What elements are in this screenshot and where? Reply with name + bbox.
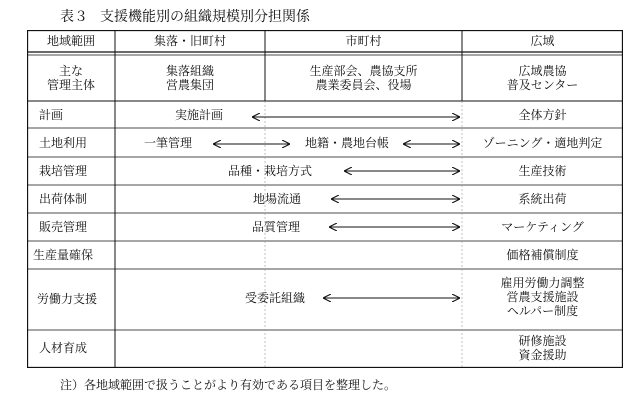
cell-land-use-wide-area: ゾーニング・適地判定 (482, 136, 603, 150)
cell-land-use-village: 一筆管理 (143, 136, 192, 150)
row-label-labor: 労働力支援 (37, 292, 98, 306)
table-number: 表３ (60, 9, 88, 25)
header-col-village: 集落・旧町村 (153, 34, 226, 48)
header-col-wide-area: 広域 (530, 34, 555, 48)
cell-labor-wide-area: 雇用労働力調整 営農支援施設 ヘルパー制度 (500, 276, 585, 318)
header-region-label: 地域範囲 (46, 34, 95, 48)
cell-training-wide-area: 研修施設 資金援助 (518, 334, 567, 362)
row-label-production: 生産量確保 (33, 248, 94, 262)
footnote: 注）各地域範囲で扱うことがより有効である項目を整理した。 (60, 378, 397, 392)
row-label-plan: 計画 (39, 108, 64, 122)
row-label-training: 人材育成 (39, 341, 88, 355)
cell-cultivation-wide-area: 生産技術 (518, 164, 567, 178)
cell-shipping-wide-area: 系統出荷 (518, 192, 567, 206)
cell-management-village: 集落組織 営農集団 (165, 64, 214, 92)
header-col-municipality: 市町村 (345, 34, 382, 48)
row-label-land-use: 土地利用 (39, 136, 88, 150)
cell-sales-span: 品質管理 (251, 220, 300, 234)
cell-plan-wide-area: 全体方針 (518, 108, 567, 122)
cell-sales-wide-area: マーケティング (501, 220, 584, 234)
cell-cultivation-span: 品種・栽培方式 (227, 164, 312, 178)
cell-plan-village: 実施計画 (174, 108, 223, 122)
row-label-management: 主な 管理主体 (46, 64, 95, 92)
table-title (60, 6, 310, 26)
cell-land-use-municipality: 地籍・農地台帳 (304, 136, 389, 150)
cell-shipping-span: 地場流通 (252, 192, 301, 206)
division-table (27, 30, 623, 368)
row-label-cultivation: 栽培管理 (39, 164, 88, 178)
table-caption: 支援機能別の組織規模別分担関係 (100, 9, 310, 25)
cell-labor-span: 受委託組織 (244, 291, 305, 305)
cell-production-wide-area: 価格補償制度 (506, 248, 579, 262)
cell-management-wide-area: 広域農協 普及センター (506, 64, 579, 92)
row-label-shipping: 出荷体制 (39, 192, 88, 206)
cell-management-municipality: 生産部会、農協支所 農業委員会、役場 (309, 64, 418, 92)
row-label-sales: 販売管理 (39, 220, 88, 234)
